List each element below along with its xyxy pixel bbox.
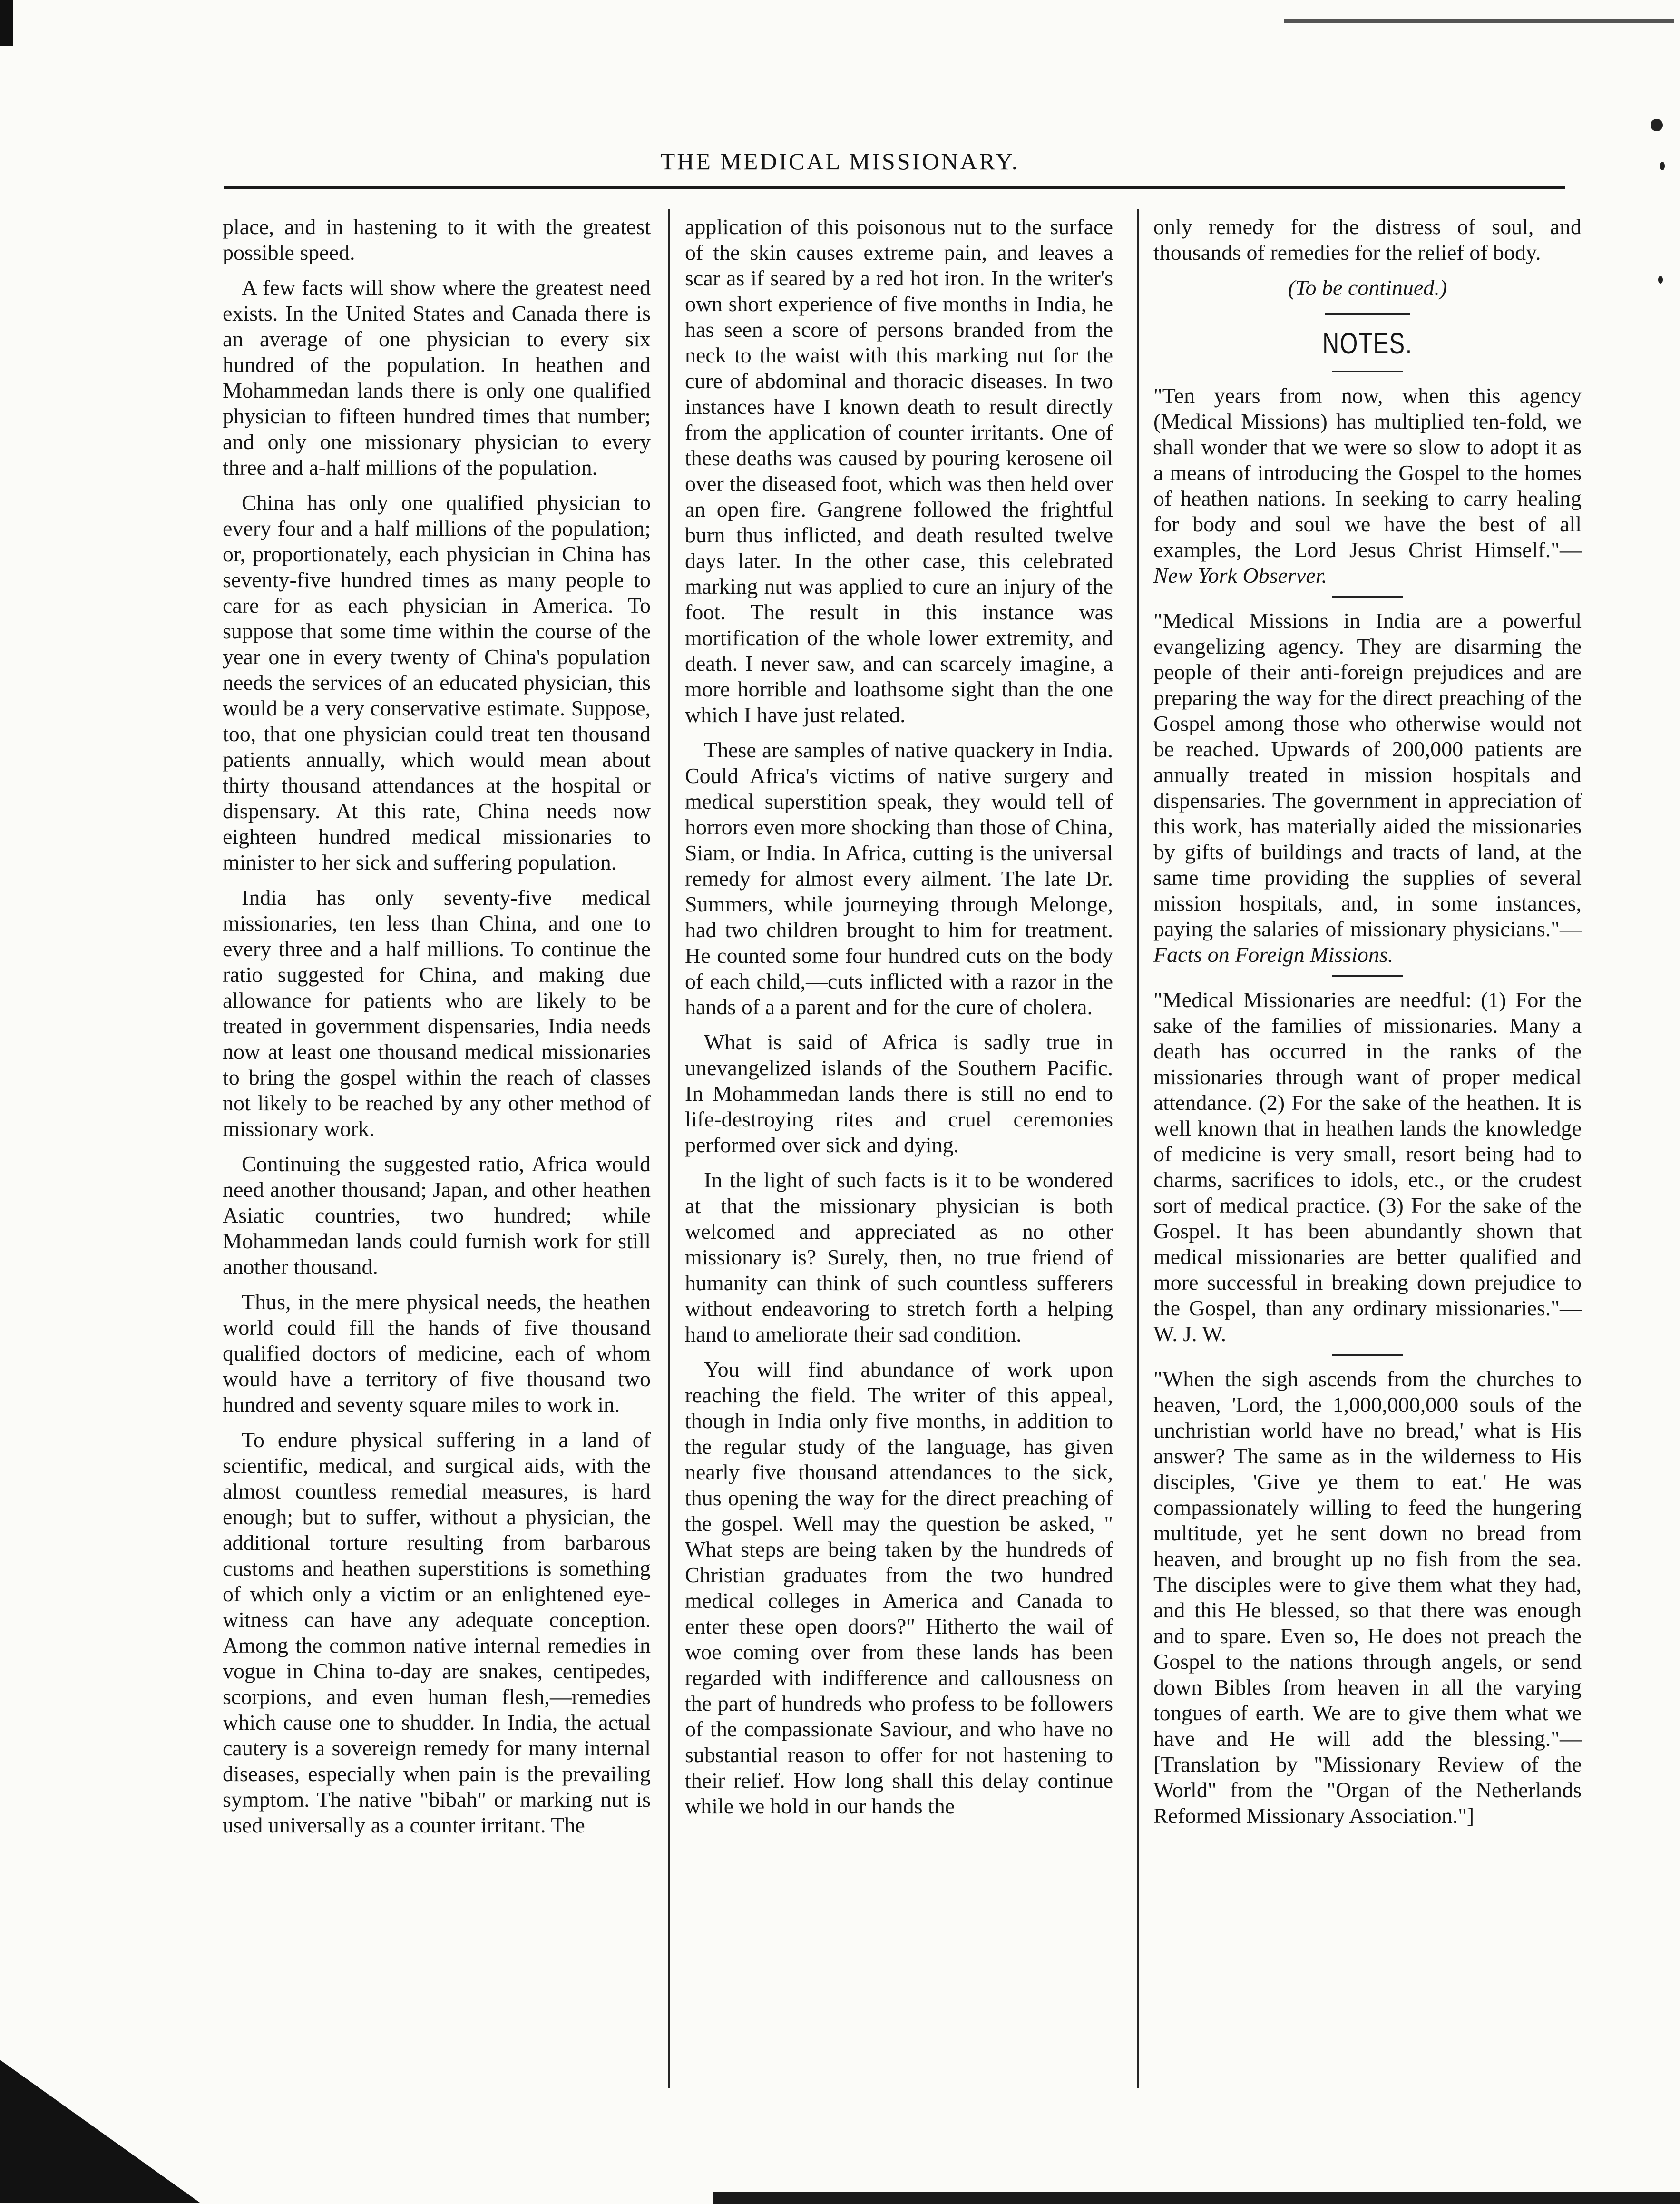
note-text: "Ten years from now, when this agency (Medical Missions) has multiplied ten-fold, we shall wonder that we were so slow to adopt it as a means of introducing the Gospel to the homes of heathen nations. In seeking to carry healing for body and soul we have the best of all examples, the Lord Jesus Christ Himself."— [1153, 383, 1582, 562]
paragraph: place, and in hastening to it with the greatest possible speed. [223, 215, 651, 264]
note-new-york-observer [1153, 383, 1582, 588]
paragraph: Thus, in the mere physical needs, the heathen world could fill the hands of five thousand qualified doctors of medicine, each of whom would have a territory of five thousand two hundred and seventy square miles to work in. [223, 1290, 651, 1417]
notes-heading: NOTES. [1322, 327, 1413, 360]
scan-speck [1658, 276, 1663, 284]
column-right [1153, 214, 1582, 1836]
note-facts-on-foreign-missions [1153, 608, 1582, 968]
scan-edge-mark [0, 0, 13, 46]
paragraph: A few facts will show where the greatest need exists. In the United States and Canada there is an average of one physician to every six hundred of the population. In heathen and Mohammedan lands there is only one qualified physician to fifteen hundred times that number; and only one missionary physician to every three and a-half millions of the population. [223, 275, 651, 480]
paragraph: What is said of Africa is sadly true in unevangelized islands of the Southern Pacific. In Mohammedan lands there is still no end to life-destroying rites and cruel ceremonies performed over sick and dying. [685, 1030, 1113, 1157]
scan-corner-shadow [0, 2060, 200, 2203]
scan-top-rule [1284, 19, 1674, 23]
scan-speck [1651, 119, 1663, 131]
paragraph: application of this poisonous nut to the surface of the skin causes extreme pain, and leaves a scar as if seared by a red hot iron. In the writer's own short experience of five months in India, he has seen a score of persons branded from the neck to the waist with this marking nut for the cure of abdominal and thoracic diseases. In two instances have I known death to result directly from the application of counter irritants. One of these deaths was caused by pouring kerosene oil over the diseased foot, which was then held over an open fire. Gangrene followed the frightful burn thus inflicted, and death resulted twelve days later. In the other case, this celebrated marking nut was applied to cure an injury of the foot. The result in this instance was mortification of the whole lower extremity, and death. I never saw, and can scarcely imagine, a more horrible and loathsome sight than the one which I have just related. [685, 215, 1113, 727]
note-source: New York Observer. [1153, 563, 1328, 588]
paragraph: only remedy for the distress of soul, and thousands of remedies for the relief of body. [1153, 215, 1582, 264]
paragraph: To endure physical suffering in a land of scientific, medical, and surgical aids, with the almost countless remedial measures, is hard enough; but to suffer, without a physician, the additional torture resulting from barbarous customs and heathen superstitions is something of which only a victim or an enlightened eye-witness can have any adequate conception. Among the common native internal remedies in vogue in China to-day are snakes, centipedes, scorpions, and even human flesh,—remedies which cause one to shudder. In India, the actual cautery is a sovereign remedy for many internal diseases, especially when pain is the prevailing symptom. The native "bibah" or marking nut is used universally as a counter irritant. The [223, 1428, 651, 1837]
note-wjw: "Medical Missionaries are needful: (1) For the sake of the families of missionaries. Many a death has occurred in the ranks of the missionaries through want of proper medical attendance. (2) For the sake of the heathen. It is well known that in heathen lands the knowledge of medicine is very small, resort being had to charms, sacrifices to idols, etc., or the crudest sort of medical practice. (3) For the sake of the Gospel. It has been abundantly shown that medical missionaries are better qualified and more successful in breaking down prejudice to the Gospel, than any ordinary missionaries."—W. J. W. [1153, 988, 1582, 1346]
running-head: THE MEDICAL MISSIONARY. [660, 148, 1020, 175]
paragraph: In the light of such facts is it to be wondered at that the missionary physician is both welcomed and appreciated as no other missionary is? Surely, then, no true friend of humanity can think of such countless sufferers without endeavoring to stretch forth a helping hand to ameliorate their sad condition. [685, 1168, 1113, 1346]
scan-bottom-bar [713, 2192, 1680, 2204]
paragraph: Continuing the suggested ratio, Africa would need another thousand; Japan, and other heathen Asiatic countries, two hundred; while Mohammedan lands could furnish work for still another thousand. [223, 1152, 651, 1279]
note-divider [1332, 371, 1403, 372]
note-divider [1332, 596, 1403, 598]
paragraph: You will find abundance of work upon reaching the field. The writer of this appeal, though in India only five months, in addition to the regular study of the language, has given nearly five thousand attendances to the sick, thus opening the way for the direct preaching of the gospel. Well may the question be asked, " What steps are being taken by the hundreds of Christian graduates from the two hundred medical colleges in America and Canada to enter these open doors?" Hitherto the wail of woe coming over from these lands has been regarded with indifference and callousness on the part of hundreds who profess to be followers of the compassionate Saviour, and who have no substantial reason to offer for not hastening to their relief. How long shall this delay continue while we hold in our hands the [685, 1357, 1113, 1818]
to-be-continued: (To be continued.) [1288, 275, 1447, 300]
column-left [223, 214, 651, 1848]
header-rule [224, 186, 1565, 189]
paragraph: China has only one qualified physician to every four and a half millions of the population; or, proportionately, each physician in China has seventy-five hundred times as many people to care for as each physician in America. To suppose that some time within the course of the year one in every twenty of China's population needs the services of an educated physician, this would be a very conservative estimate. Suppose, too, that one physician could treat ten thousand patients annually, which would mean about thirty thousand attendances at the hospital or dispensary. At this rate, China needs now eighteen hundred medical missionaries to minister to her sick and suffering population. [223, 490, 651, 874]
column-rule [1137, 209, 1139, 2088]
note-translation: "When the sigh ascends from the churches to heaven, 'Lord, the 1,000,000,000 souls of the unchristian world have no bread,' what is His answer? The same as in the wilderness to His disciples, 'Give ye them to eat.' He was compassionately willing to feed the hungering multitude, yet he sent down no bread from heaven, and brought up no fish from the sea. The disciples were to give them what they had, and this He blessed, so that there was enough and to spare. Even so, He does not preach the Gospel to the nations through angels, or send down Bibles from heaven in all the varying tongues of earth. We are to give them what we have and He will add the blessing."—[Translation by "Missionary Review of the World" from the "Organ of the Netherlands Reformed Missionary Association."] [1153, 1367, 1582, 1828]
note-text: "Medical Missions in India are a powerful evangelizing agency. They are disarming the people of their anti-foreign prejudices and are preparing the way for the direct preaching of the Gospel among those who otherwise would not be reached. Upwards of 200,000 patients are annually treated in mission hospitals and dispensaries. The government in appreciation of this work, has materially aided the missionaries by gifts of buildings and tracts of land, at the same time providing the supplies of several mission hospitals, and, in some instances, paying the salaries of missionary physicians."— [1153, 608, 1582, 941]
note-divider [1332, 975, 1403, 977]
paragraph: India has only seventy-five medical missionaries, ten less than China, and one to every three and a half millions. To continue the ratio suggested for China, and making due allowance for patients who are likely to be treated in government dispensaries, India needs now at least one thousand medical missionaries to bring the gospel within the reach of classes not likely to be reached by any other method of missionary work. [223, 885, 651, 1141]
paragraph: These are samples of native quackery in India. Could Africa's victims of native surgery and medical superstition speak, they would tell of horrors even more shocking than those of China, Siam, or India. In Africa, cutting is the universal remedy for almost every ailment. The late Dr. Summers, while journeying through Melonge, had two children brought to him for treatment. He counted some four hundred cuts on the body of each child,—cuts inflicted with a razor in the hands of a a parent and for the cure of cholera. [685, 738, 1113, 1019]
note-divider [1332, 1354, 1403, 1356]
section-rule [1325, 313, 1410, 315]
note-source: Facts on Foreign Missions. [1153, 942, 1394, 967]
column-rule [668, 209, 670, 2088]
column-middle [685, 214, 1113, 1829]
